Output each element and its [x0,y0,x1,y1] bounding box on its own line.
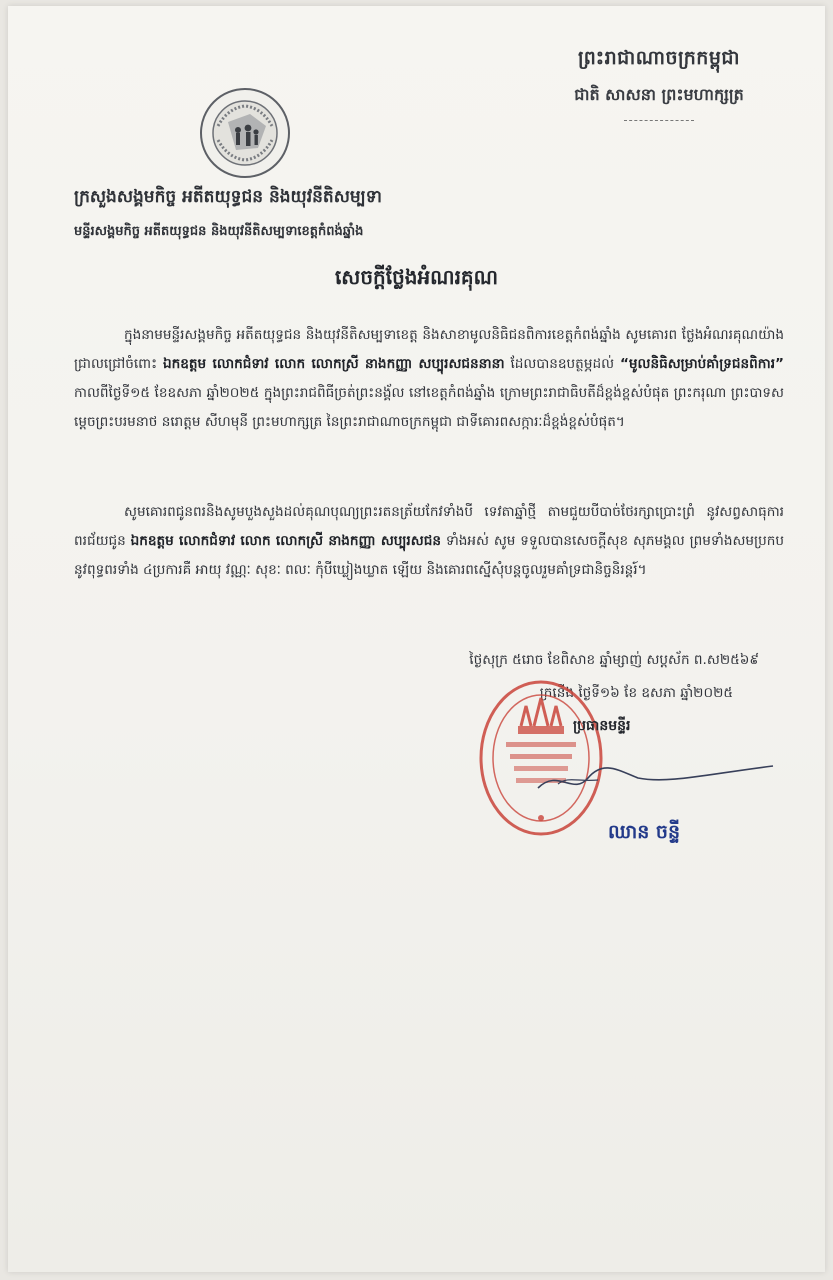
paragraph-thanks [74,321,784,437]
ministry-name: ក្រសួងសង្គមកិច្ច អតីតយុទ្ធជន និងយុវនីតិសម្បទា [74,187,382,207]
p1-text-e: កាលពីថ្ងៃទី១៥ ខែឧសភា ឆ្នាំ២០២៥ ក្នុងព្រះរាជពិធីច្រត់ព្រះនង្គ័ល នៅខេត្តកំពង់ឆ្នាំង ក្រោមព្រះរាជាធិបតីដ៏ខ្ពង់ខ្ពស់បំផុត ព្រះករុណា ព្រះបាទសម្តេចព្រះបរមនាថ នរោត្តម សីហមុនី ព្រះមហាក្សត្រ នៃព្រះរាជាណាចក្រកម្ពុជា ជាទីគោរពសក្ការៈដ៏ខ្ពង់ខ្ពស់បំផុត។ [74,385,784,430]
document-title: សេចក្តីថ្លែងអំណរគុណ [334,265,499,289]
ministry-logo [198,86,292,180]
paragraph-blessing [74,498,784,585]
p2-text-a: សូមគោរពជូនពរនិងសូមបួងសួងដល់គុណបុណ្យព្រះរតនត្រ័យកែវទាំងបី ទេវតាឆ្នាំថ្មី តាមជួយបីបាច់ថែរក្សាប្រោះព្រំ នូវសព្វសាធុការពរជ័យជូន [74,504,784,549]
kingdom-header [539,46,779,122]
department-name: មន្ទីរសង្គមកិច្ច អតីតយុទ្ធជន និងយុវនីតិសម្បទាខេត្តកំពង់ឆ្នាំង [74,224,364,239]
ministry-header [74,186,494,242]
p1-text-a: ក្នុងនាមមន្ទីរសង្គមកិច្ច អតីតយុទ្ធជន និងយុវនីតិសម្បទាខេត្ត និងសាខាមូលនិធិជនពិការខេត្តកំពង់ឆ្នាំង សូមគោរព ថ្លែងអំណរគុណយ៉ាងជ្រាលជ្រៅចំពោះ [74,327,784,372]
document-page [8,6,825,1272]
solar-date: ក្រនើង ថ្ងៃទី១៦ ខែ ឧសភា ឆ្នាំ២០២៥ [539,685,733,701]
signatory-title: ប្រធានមន្ទីរ [573,718,631,734]
signatory-name: ឈាន ចន្ទី [608,821,681,843]
national-motto: ជាតិ សាសនា ព្រះមហាក្សត្រ [574,85,744,104]
kingdom-title: ព្រះរាជាណាចក្រកម្ពុជា [578,47,740,69]
ornament-divider [624,120,694,122]
p1-fund-name: “មូលនិធិសម្រាប់គាំទ្រជនពិការ” [619,356,784,372]
handwritten-signature [528,748,778,808]
p2-text-c: ទាំងអស់ សូម ទទួលបានសេចក្តីសុខ សុភមង្គល ព្រមទាំងសមប្រកបនូវពុទ្ធពរទាំង ៤ប្រការគឺ អាយុ វណ្ណៈ សុខៈ ពលៈ កុំបីឃ្លៀងឃ្លាត ឡើយ និងគោរពស្នើសុំបន្តចូលរួមគាំទ្រជានិច្ចនិរន្តរ៍។ [74,533,784,578]
lunar-date: ថ្ងៃសុក្រ ៥រោច ខែពិសាខ ឆ្នាំម្សាញ់ សប្តស័ក ព.ស២៥៦៩ [469,652,759,668]
p2-honorees: ឯកឧត្តម លោកជំទាវ លោក លោកស្រី នាងកញ្ញា សប្បុរសជន [130,533,441,549]
p1-honorees: ឯកឧត្តម លោកជំទាវ លោក លោកស្រី នាងកញ្ញា សប្បុរសជននានា [163,356,505,372]
p1-text-c: ដែលបានឧបត្ថម្ភដល់ [504,356,620,372]
